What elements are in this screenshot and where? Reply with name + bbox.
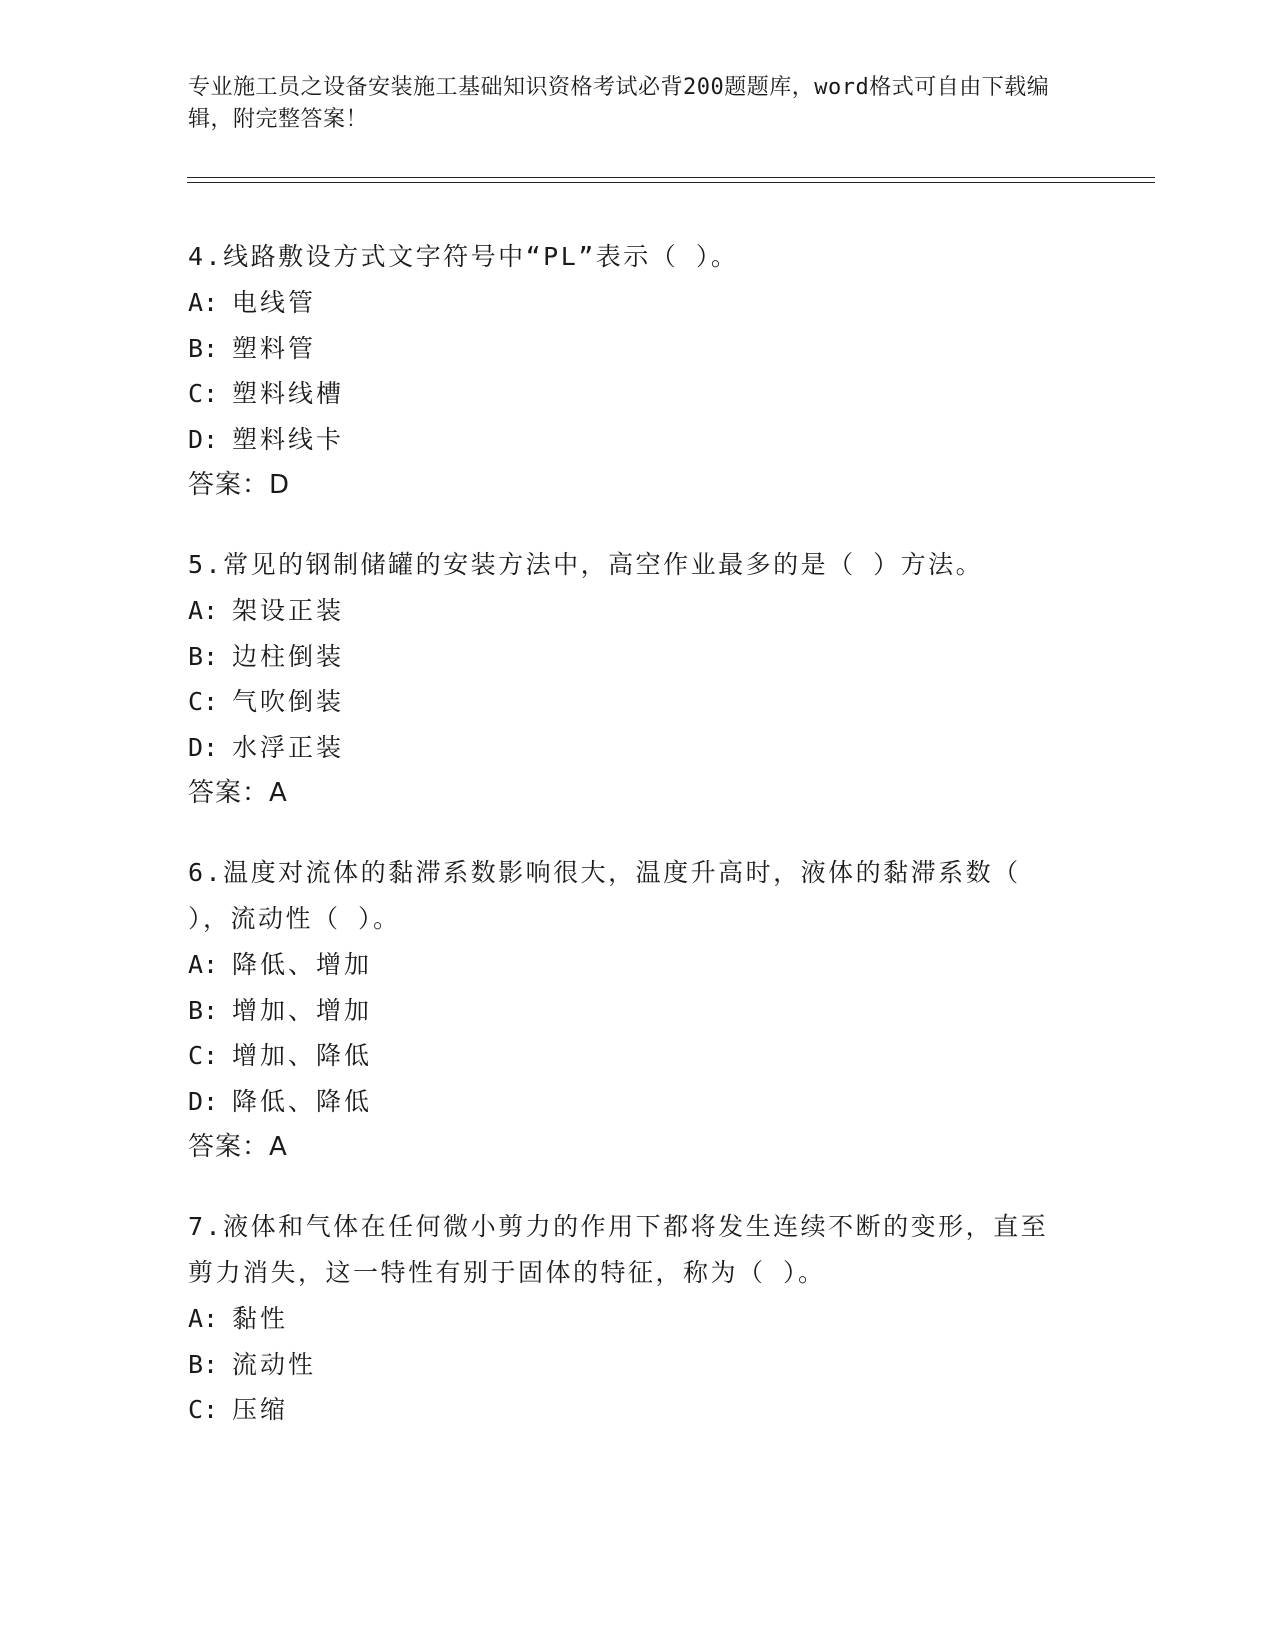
question-stem: 5.常见的钢制储罐的安装方法中，高空作业最多的是（ ）方法。 [188, 550, 984, 579]
option-c [188, 1033, 1068, 1079]
question-5 [188, 542, 1068, 816]
option-d [188, 1079, 1068, 1125]
option-letter: A: [188, 288, 219, 317]
option-b [188, 634, 1068, 680]
option-letter: D: [188, 424, 219, 454]
option-text: 流动性 [232, 1349, 317, 1379]
header-rule-top [187, 177, 1155, 178]
option-letter: C: [188, 1041, 219, 1070]
option-text: 塑料线槽 [232, 379, 345, 408]
question-7 [188, 1204, 1068, 1433]
answer-label: 答案： [188, 1132, 270, 1162]
header-rule-bottom [187, 182, 1155, 183]
question-6 [188, 850, 1068, 1170]
answer-label: 答案： [188, 470, 270, 500]
option-text: 电线管 [232, 288, 317, 317]
option-text: 塑料线卡 [232, 424, 345, 454]
option-letter: C: [188, 687, 219, 716]
option-letter: A: [188, 1304, 219, 1333]
question-list [188, 234, 1068, 1467]
option-text: 增加、降低 [232, 1041, 373, 1070]
option-text: 压缩 [232, 1395, 289, 1424]
answer-value: A [269, 1132, 288, 1162]
option-c [188, 1387, 1068, 1433]
option-letter: B: [188, 995, 219, 1025]
answer-line [188, 770, 1068, 816]
option-text: 降低、增加 [232, 950, 373, 979]
option-letter: C: [188, 379, 219, 408]
option-letter: A: [188, 596, 219, 625]
option-a [188, 1296, 1068, 1342]
option-letter: B: [188, 333, 219, 363]
option-text: 塑料管 [232, 333, 317, 363]
question-stem: 7.液体和气体在任何微小剪力的作用下都将发生连续不断的变形，直至剪力消失，这一特性有别于固体的特征，称为（ ）。 [188, 1212, 1049, 1287]
option-d [188, 725, 1068, 771]
option-letter: B: [188, 641, 219, 671]
question-stem: 6.温度对流体的黏滞系数影响很大，温度升高时，液体的黏滞系数（ ），流动性（ ）。 [188, 858, 1021, 933]
answer-label: 答案： [188, 778, 270, 808]
option-letter: D: [188, 732, 219, 762]
option-text: 边柱倒装 [232, 641, 345, 671]
option-text: 增加、增加 [232, 995, 373, 1025]
option-b [188, 326, 1068, 372]
answer-value: A [269, 778, 288, 808]
option-text: 架设正装 [232, 596, 345, 625]
answer-value: D [269, 470, 291, 500]
option-c [188, 371, 1068, 417]
option-text: 黏性 [232, 1304, 289, 1333]
document-header: 专业施工员之设备安装施工基础知识资格考试必背200题题库，word格式可自由下载编辑，附完整答案！ [188, 75, 1050, 132]
option-b [188, 988, 1068, 1034]
option-letter: D: [188, 1086, 219, 1116]
option-text: 气吹倒装 [232, 687, 345, 716]
option-text: 降低、降低 [232, 1086, 373, 1116]
option-letter: A: [188, 950, 219, 979]
question-4 [188, 234, 1068, 508]
option-b [188, 1342, 1068, 1388]
question-stem: 4.线路敷设方式文字符号中“PL”表示（ ）。 [188, 242, 739, 271]
option-a [188, 942, 1068, 988]
answer-line [188, 1124, 1068, 1170]
option-a [188, 588, 1068, 634]
option-d [188, 417, 1068, 463]
answer-line [188, 462, 1068, 508]
option-c [188, 679, 1068, 725]
option-letter: C: [188, 1395, 219, 1424]
option-letter: B: [188, 1349, 219, 1379]
option-text: 水浮正装 [232, 732, 345, 762]
option-a [188, 280, 1068, 326]
